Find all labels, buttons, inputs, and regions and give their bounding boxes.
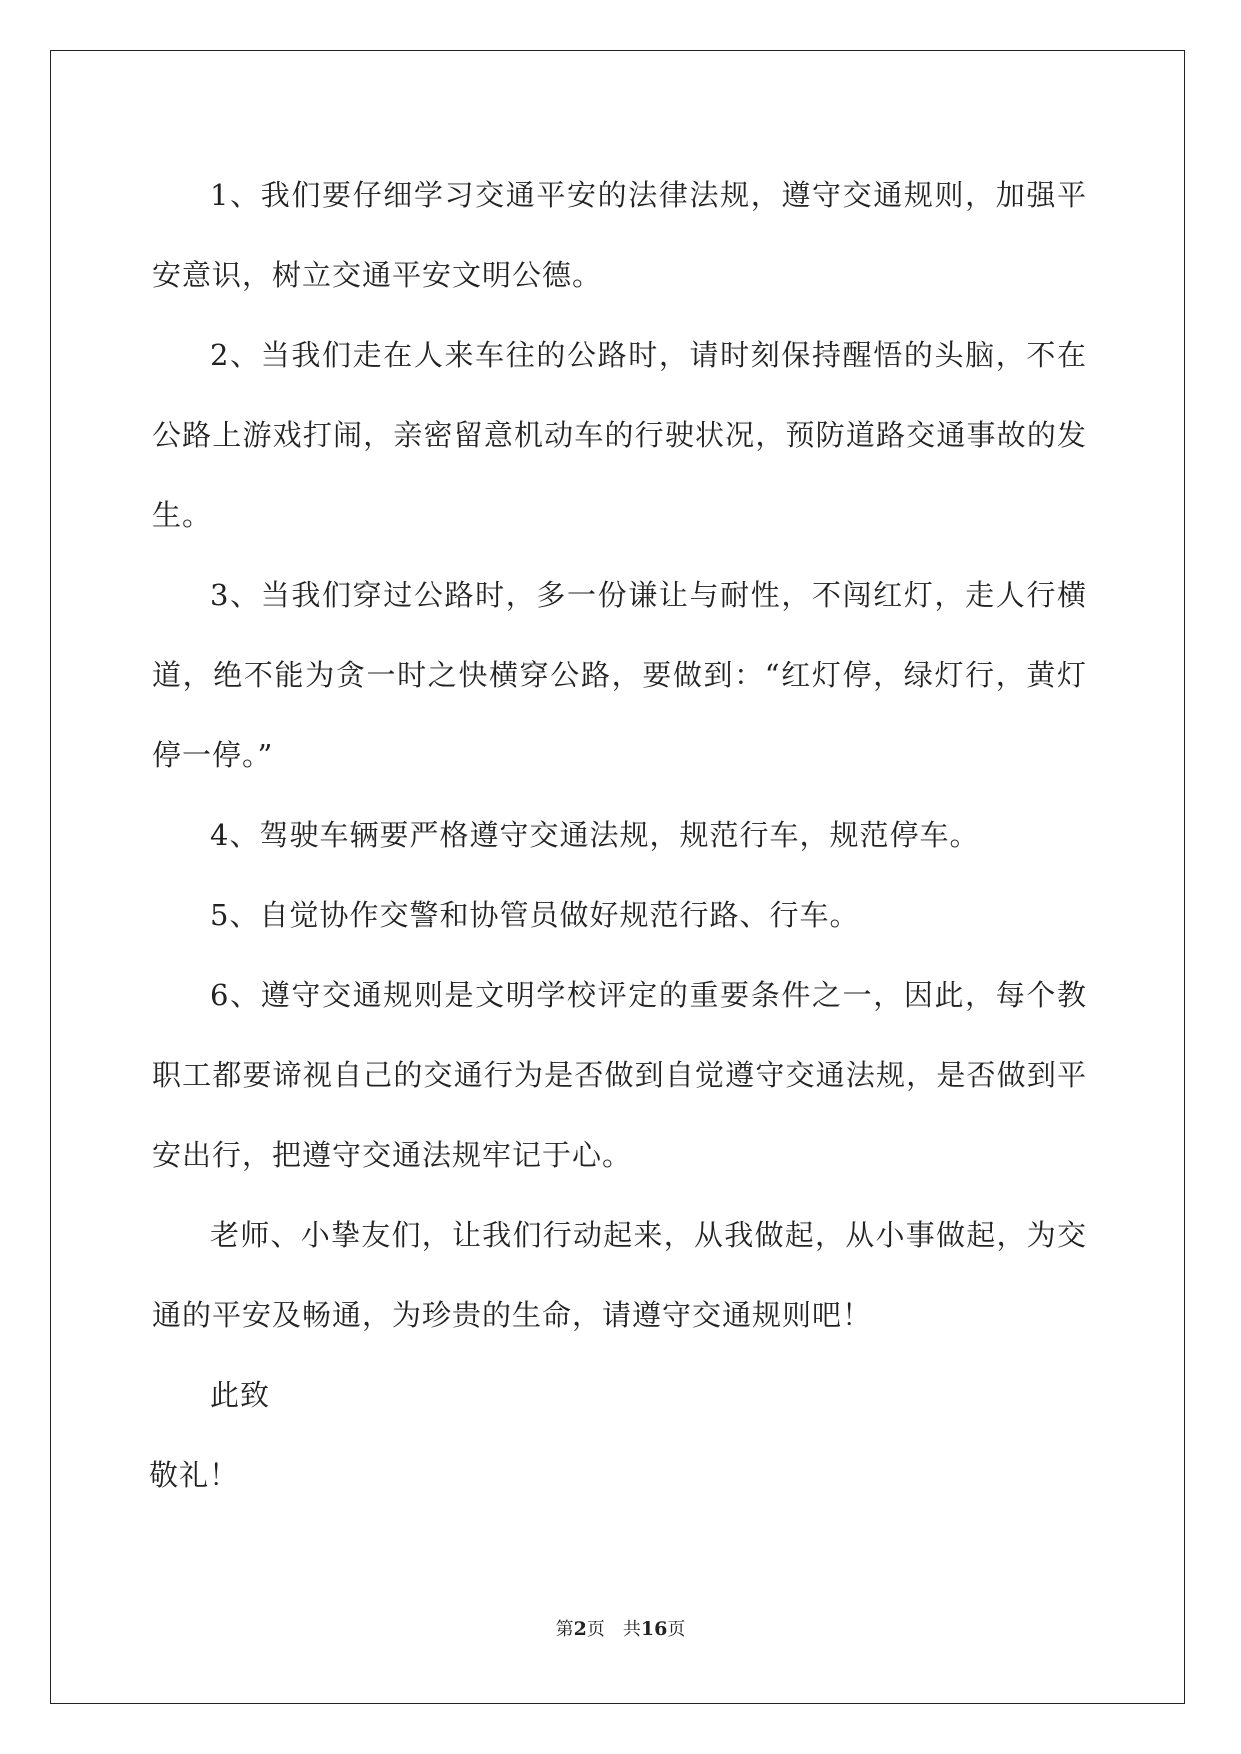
paragraph-4: 4、驾驶车辆要严格遵守交通法规，规范行车，规范停车。 bbox=[210, 818, 980, 852]
footer-page-prefix: 第 bbox=[555, 1619, 574, 1640]
paragraph-6: 6、遵守交通规则是文明学校评定的重要条件之一，因此，每个教职工都要谛视自己的交通行为是否做到自觉遵守交通法规，是否做到平安出行，把遵守交通法规牢记于心。 bbox=[152, 978, 1087, 1172]
footer-page-current: 2 bbox=[573, 1618, 587, 1640]
paragraph-1: 1、我们要仔细学习交通平安的法律法规，遵守交通规则，加强平安意识，树立交通平安文明公德。 bbox=[152, 178, 1087, 292]
footer-total-prefix: 共 bbox=[622, 1619, 641, 1640]
page-footer bbox=[0, 1615, 1241, 1641]
paragraph-3: 3、当我们穿过公路时，多一份谦让与耐性，不闯红灯，走人行横道，绝不能为贪一时之快横穿公路，要做到：“红灯停，绿灯行，黄灯停一停。” bbox=[152, 578, 1087, 772]
footer-total-suffix: 页 bbox=[667, 1619, 686, 1640]
salutation-line: 敬礼！ bbox=[149, 1458, 240, 1492]
paragraph-2: 2、当我们走在人来车往的公路时，请时刻保持醒悟的头脑，不在公路上游戏打闹，亲密留意机动车的行驶状况，预防道路交通事故的发生。 bbox=[152, 338, 1087, 532]
paragraph-7: 老师、小挚友们，让我们行动起来，从我做起，从小事做起，为交通的平安及畅通，为珍贵的生命，请遵守交通规则吧！ bbox=[152, 1218, 1087, 1332]
footer-page-mid: 页 bbox=[586, 1619, 605, 1640]
closing-line: 此致 bbox=[210, 1378, 271, 1412]
paragraph-5: 5、自觉协作交警和协管员做好规范行路、行车。 bbox=[210, 898, 860, 932]
footer-page-total: 16 bbox=[640, 1618, 668, 1640]
document-body bbox=[149, 155, 1087, 1515]
